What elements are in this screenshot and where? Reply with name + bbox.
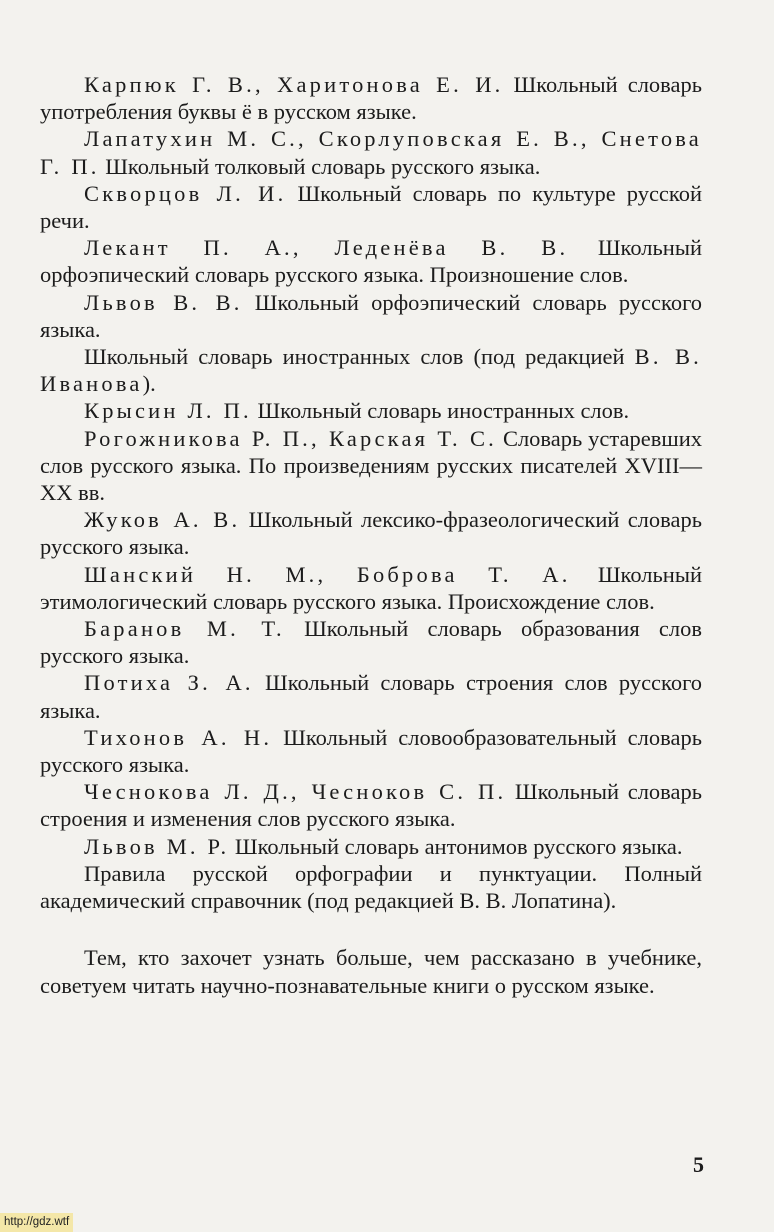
bibliography-entry bbox=[40, 833, 702, 860]
bibliography-entry bbox=[40, 71, 702, 125]
entry-editor: В. В. Иванова bbox=[40, 344, 702, 397]
entry-authors: Шанский Н. М., Боброва Т. А. bbox=[84, 561, 571, 587]
bibliography-entry bbox=[40, 724, 702, 778]
entry-authors: Чеснокова Л. Д., Чесноков С. П. bbox=[84, 779, 507, 805]
entry-authors: Жуков А. В. bbox=[84, 507, 241, 533]
entry-authors: Львов М. Р. bbox=[84, 833, 230, 859]
bibliography-entry bbox=[40, 561, 702, 615]
entry-title: Школьный словарь антонимов русского языка. bbox=[229, 833, 683, 859]
bibliography-entry bbox=[40, 860, 702, 914]
bibliography-entry bbox=[40, 180, 702, 234]
entry-authors: Львов В. В. bbox=[84, 289, 243, 315]
bibliography-entry bbox=[40, 289, 702, 343]
bibliography-entry bbox=[40, 397, 702, 424]
entry-title: Словарь устаревших слов русского языка. По произведениям русских писателей XVIII—XX вв. bbox=[40, 425, 702, 506]
entry-authors: Рогожникова Р. П., Карская Т. С. bbox=[84, 425, 498, 451]
entry-title: Школьный словарь образования слов русского языка. bbox=[40, 616, 702, 669]
entry-authors: Карпюк Г. В., Харитонова Е. И. bbox=[84, 72, 504, 97]
bibliography-list bbox=[40, 71, 702, 1022]
entry-authors: Скворцов Л. И. bbox=[84, 180, 287, 206]
entry-title: Правила русской орфографии и пунктуации. Полный академический справочник (под редакцией В. В. Лопатина). bbox=[40, 860, 702, 914]
entry-title: Школьный словарь иностранных слов. bbox=[251, 398, 630, 424]
bibliography-entry bbox=[40, 669, 702, 723]
entry-title: Школьный орфоэпический словарь русского языка. Произношение слов. bbox=[40, 235, 702, 288]
bibliography-entry bbox=[40, 343, 702, 397]
bibliography-entry bbox=[40, 615, 702, 669]
entry-title: Школьный словарь иностранных слов (под редакцией bbox=[84, 344, 635, 370]
bibliography-entry bbox=[40, 425, 702, 507]
entry-title: Школьный словарь строения и изменения слов русского языка. bbox=[40, 779, 702, 832]
bibliography-entry bbox=[40, 234, 702, 288]
entry-title: Школьный этимологический словарь русского языка. Происхождение слов. bbox=[40, 561, 702, 614]
entry-authors: Лапатухин М. С., Скорлуповская Е. В., Снетова Г. П. bbox=[40, 126, 702, 179]
reading-recommendation: Тем, кто захочет узнать больше, чем рассказано в учебнике, советуем читать научно-познавательные книги о русском языке. bbox=[40, 945, 702, 998]
entry-tail: ). bbox=[142, 371, 156, 397]
watermark-link[interactable]: http://gdz.wtf bbox=[0, 1213, 73, 1232]
entry-title: Школьный словарь употребления буквы ё в русском языке. bbox=[40, 72, 702, 125]
entry-title: Школьный лексико-фразеологический словарь русского языка. bbox=[40, 507, 702, 560]
bibliography-entry bbox=[40, 506, 702, 560]
entry-authors: Баранов М. Т. bbox=[84, 616, 285, 642]
page-number: 5 bbox=[693, 1152, 704, 1177]
entry-authors: Крысин Л. П. bbox=[84, 398, 252, 424]
entry-title: Школьный словообразовательный словарь русского языка. bbox=[40, 724, 702, 778]
entry-authors: Потиха З. А. bbox=[84, 670, 254, 696]
bibliography-entry bbox=[40, 778, 702, 832]
entry-authors: Тихонов А. Н. bbox=[84, 724, 273, 750]
entry-title: Школьный толковый словарь русского языка. bbox=[99, 153, 541, 179]
entry-authors: Лекант П. А., Леденёва В. В. bbox=[84, 235, 569, 261]
entry-title: Школьный словарь по культуре русской речи. bbox=[40, 180, 702, 234]
bibliography-entry bbox=[40, 125, 702, 179]
entry-title: Школьный орфоэпический словарь русского языка. bbox=[40, 289, 702, 342]
entry-title: Школьный словарь строения слов русского языка. bbox=[40, 670, 702, 723]
